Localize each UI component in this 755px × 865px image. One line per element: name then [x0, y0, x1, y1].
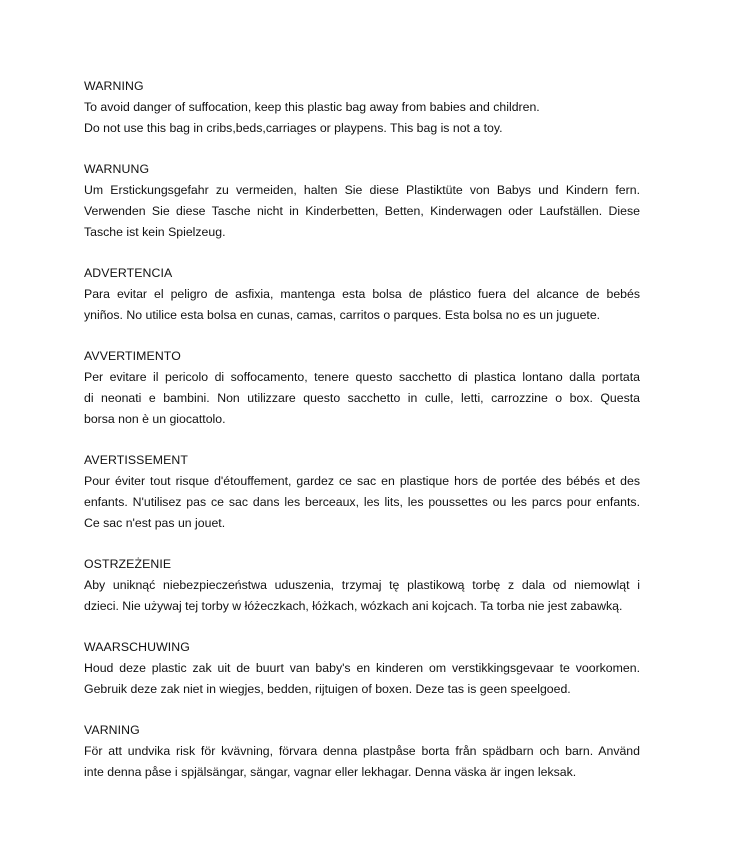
warning-text-line: enfants. N'utilisez pas ce sac dans les berceaux, les lits, les poussettes ou les parcs pour enfants.	[84, 495, 640, 509]
section-french	[84, 450, 640, 534]
warning-text-line: Tasche ist kein Spielzeug.	[84, 225, 226, 239]
section-heading: VARNING	[84, 723, 140, 737]
section-heading: ADVERTENCIA	[84, 266, 173, 280]
section-english	[84, 76, 640, 139]
warning-text-line: borsa non è un giocattolo.	[84, 412, 226, 426]
warning-text-line: Verwenden Sie diese Tasche nicht in Kinderbetten, Betten, Kinderwagen oder Laufställen. Diese	[84, 204, 640, 218]
section-german	[84, 159, 640, 243]
section-polish	[84, 554, 640, 617]
warning-text-line: Houd deze plastic zak uit de buurt van baby's en kinderen om verstikkingsgevaar te voorkomen.	[84, 661, 640, 675]
warning-text-line: yniños. No utilice esta bolsa en cunas, camas, carritos o parques. Esta bolsa no es un juguete.	[84, 308, 601, 322]
warning-text-line: Gebruik deze zak niet in wiegjes, bedden, rijtuigen of boxen. Deze tas is geen speelgoed.	[84, 682, 571, 696]
section-heading: WARNING	[84, 79, 144, 93]
warning-text-line: Aby uniknąć niebezpieczeństwa uduszenia, trzymaj tę plastikową torbę z dala od niemowląt i	[84, 578, 640, 592]
section-dutch	[84, 637, 640, 700]
warning-text-line: Pour éviter tout risque d'étouffement, gardez ce sac en plastique hors de portée des bébés et des	[84, 474, 640, 488]
warning-document	[84, 76, 640, 803]
warning-text-line: Ce sac n'est pas un jouet.	[84, 516, 226, 530]
section-italian	[84, 346, 640, 430]
warning-text-line: Per evitare il pericolo di soffocamento, tenere questo sacchetto di plastica lontano dalla portata	[84, 370, 640, 384]
warning-text-line: För att undvika risk för kvävning, förvara denna plastpåse borta från spädbarn och barn. Använd	[84, 744, 640, 758]
section-heading: OSTRZEŻENIE	[84, 557, 172, 571]
section-heading: WAARSCHUWING	[84, 640, 190, 654]
warning-text-line: inte denna påse i spjälsängar, sängar, vagnar eller lekhagar. Denna väska är ingen leksak.	[84, 765, 577, 779]
warning-text-line: Para evitar el peligro de asfixia, mantenga esta bolsa de plástico fuera del alcance de bebés	[84, 287, 640, 301]
warning-text-line: Do not use this bag in cribs,beds,carriages or playpens. This bag is not a toy.	[84, 121, 503, 135]
section-swedish	[84, 720, 640, 783]
warning-text-line: dzieci. Nie używaj tej torby w łóżeczkach, łóżkach, wózkach ani kojcach. Ta torba nie jest zabawką.	[84, 599, 623, 613]
section-heading: WARNUNG	[84, 162, 150, 176]
section-heading: AVVERTIMENTO	[84, 349, 181, 363]
section-spanish	[84, 263, 640, 326]
warning-text-line: Um Erstickungsgefahr zu vermeiden, halten Sie diese Plastiktüte von Babys und Kindern fern.	[84, 183, 640, 197]
warning-text-line: To avoid danger of suffocation, keep this plastic bag away from babies and children.	[84, 100, 540, 114]
section-heading: AVERTISSEMENT	[84, 453, 189, 467]
warning-text-line: di neonati e bambini. Non utilizzare questo sacchetto in culle, letti, carrozzine o box. Questa	[84, 391, 640, 405]
